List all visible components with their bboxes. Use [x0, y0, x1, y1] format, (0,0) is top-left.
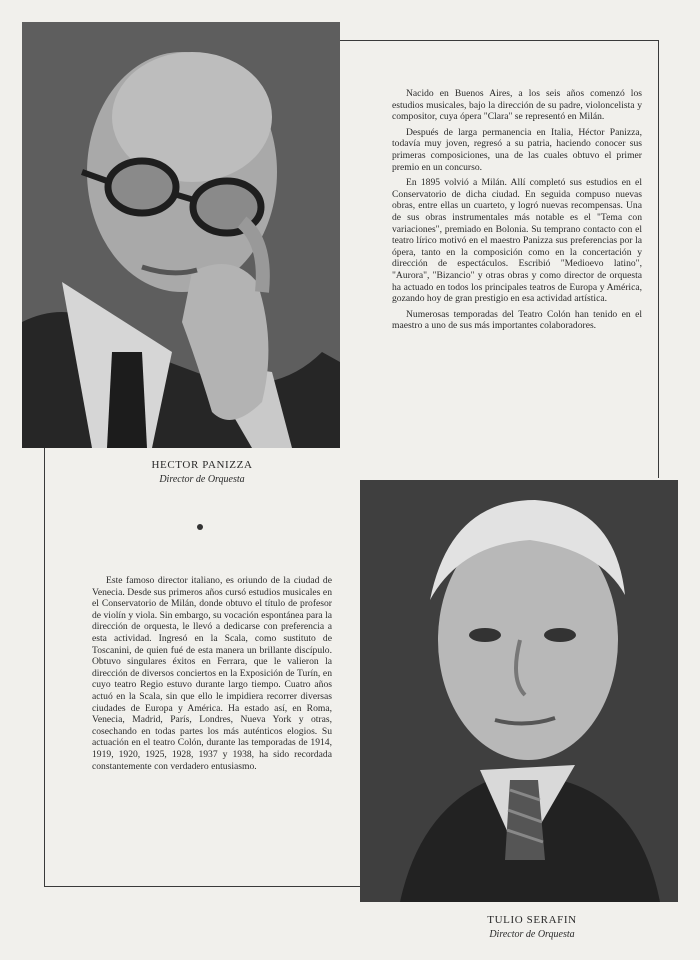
panizza-paragraph: En 1895 volvió a Milán. Allí completó sus estudios en el Conservatorio de dicha ciudad. En seguida compuso nuevas obras, entre ellas un cuarteto, y logró nuevas recompensas. Una de sus obras instrumentales más notable es el "Tema con variaciones", premiado en Bolonia. Su temprano contacto con el teatro lírico motivó en el maestro Panizza sus preferencias por la ópera, tanto en la composición como en la concertación y dirección de espectáculos. Escribió "Medioevo latino", "Aurora", "Bizancio" y otras obras y como director de orquesta ha actuado en todos los principales teatros de Europa y América, gozando hoy de gran prestigio en esa actividad artística.	[392, 177, 642, 305]
frame-top-right	[340, 40, 658, 41]
separator-dot	[197, 524, 203, 530]
serafin-paragraph: Este famoso director italiano, es oriundo de la ciudad de Venecia. Desde sus primeros años cursó estudios musicales en el Conservatorio de Milán, donde obtuvo el título de profesor de violín y viola. Sin embargo, su vocación espontánea para la dirección de orquesta, le llevó a dedicarse con preferencia a esta actividad. Ingresó en la Scala, como sustituto de Toscanini, de quien fué de esta manera un brillante discípulo. Obtuvo singulares éxitos en Ferrara, que le valieron la dirección de diversos conciertos en la Exposición de Turín, en cuyo teatro Regio estuvo durante largo tiempo. Cuatro años actuó en la Scala, sin que ello le impidiera recorrer diversas ciudades de Europa y América. Ha estado así, en Roma, Venecia, Madrid, París, Londres, Nueva York y otras, cosechando en todas partes los más auténticos elogios. Su actuación en el teatro Colón, durante las temporadas de 1914, 1919, 1920, 1925, 1928, 1937 y 1938, ha sido recordada constantemente con verdadero entusiasmo.	[92, 575, 332, 772]
serafin-caption	[422, 914, 642, 940]
frame-left	[44, 448, 45, 886]
frame-right	[658, 40, 659, 478]
panizza-biography	[392, 88, 642, 336]
serafin-portrait-photo	[360, 480, 678, 902]
panizza-name: HECTOR PANIZZA	[151, 459, 253, 471]
serafin-name: TULIO SERAFIN	[487, 914, 577, 926]
frame-bottom-left	[44, 886, 360, 887]
panizza-portrait-photo	[22, 22, 340, 448]
serafin-biography	[92, 575, 332, 776]
panizza-caption	[92, 459, 312, 485]
panizza-paragraph: Nacido en Buenos Aires, a los seis años comenzó los estudios musicales, bajo la dirección de su padre, violoncelista y compositor, cuya ópera "Clara" se representó en Milán.	[392, 88, 642, 123]
panizza-portrait-image	[22, 22, 340, 448]
panizza-paragraph: Numerosas temporadas del Teatro Colón han tenido en el maestro a uno de sus más importantes colaboradores.	[392, 308, 642, 332]
panizza-role: Director de Orquesta	[159, 474, 245, 485]
panizza-paragraph: Después de larga permanencia en Italia, Héctor Panizza, todavía muy joven, regresó a su patria, haciendo conocer sus primeras composiciones, una de las cuales obtuvo el primer premio en un concurso.	[392, 126, 642, 173]
serafin-role: Director de Orquesta	[489, 929, 575, 940]
serafin-portrait-image	[360, 480, 678, 902]
